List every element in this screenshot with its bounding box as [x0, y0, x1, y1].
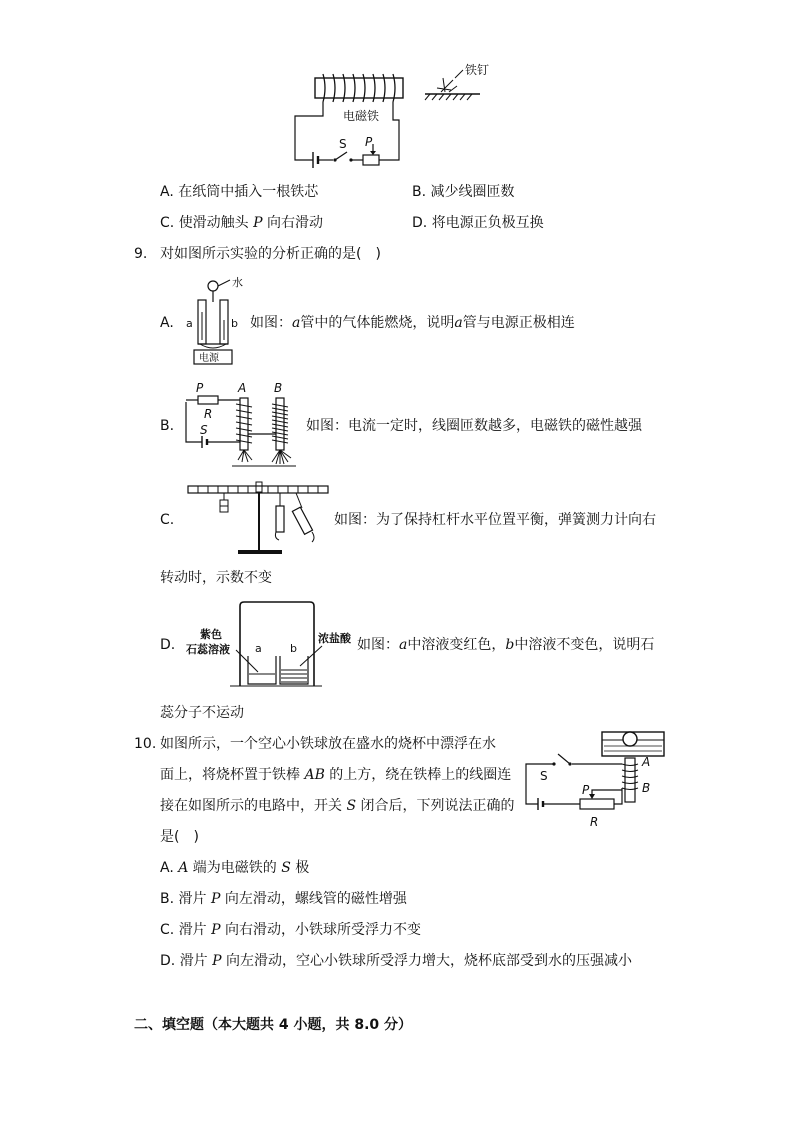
q9-option-a-letter[interactable]: A. [160, 315, 174, 331]
q9-a-v1: a [292, 315, 301, 331]
q10-option-c-var: P [211, 922, 221, 938]
q10-stem-line2 [160, 765, 511, 785]
q9-a-t1: 如图： [250, 315, 292, 331]
q10-stem-line4: 是( ) [160, 829, 199, 845]
q10-stem-line1: 如图所示，一个空心小铁球放在盛水的烧杯中漂浮在水 [160, 736, 496, 752]
q10-option-b-var: P [210, 891, 221, 907]
q9-d-t3: 中溶液不变色，说明石 [514, 637, 655, 653]
q9-d-fig-acid: 浓盐酸 [318, 632, 351, 645]
q9-a-fig-a-label: a [186, 317, 193, 330]
q9-d-fig-litmus: 石蕊溶液 [186, 643, 230, 656]
q10-option-d-var: P [212, 953, 222, 969]
q9-d-fig-a: a [255, 642, 262, 655]
q10-option-d-letter: D. [160, 953, 176, 969]
q10-option-a-var2: S [281, 860, 291, 876]
q10-stem-line3-b: 闭合后，下列说法正确的 [356, 798, 515, 814]
q8-option-b-text: 减少线圈匝数 [430, 184, 515, 200]
q10-stem-line3-var: S [346, 798, 357, 814]
q10-option-a-letter: A. [160, 860, 174, 876]
q8-fig-switch-label: S [339, 137, 347, 151]
q10-option-b-pre: 滑片 [178, 891, 211, 907]
q9-a-v2: a [454, 315, 463, 331]
q8-option-c-text-before: 使滑动触头 [178, 215, 254, 231]
q9-b-fig-R: R [204, 407, 213, 421]
q10-option-a-end: 极 [290, 860, 310, 876]
q9-d-diffusion-figure [182, 598, 358, 694]
q9-d-v2: b [505, 637, 515, 653]
section-fill-in-heading: 二、填空题（本大题共 4 小题，共 8.0 分） [134, 1017, 413, 1033]
q8-option-c-var: P [253, 215, 263, 231]
q10-option-d[interactable] [160, 951, 632, 971]
q8-option-c-letter: C. [160, 215, 175, 231]
q9-d-fig-purple: 紫色 [200, 628, 222, 641]
q9-number: 9. [134, 246, 148, 262]
q10-option-d-post: 向左滑动，空心小铁球所受浮力增大，烧杯底部受到水的压强减小 [221, 953, 633, 969]
q10-number: 10. [134, 736, 157, 752]
q8-option-a-text: 在纸筒中插入一根铁芯 [178, 184, 319, 200]
q10-option-a-mid: 端为电磁铁的 [188, 860, 282, 876]
q9-d-t2: 中溶液变红色， [407, 637, 506, 653]
q9-a-fig-power-label: 电源 [199, 353, 219, 364]
q9-a-t2: 管中的气体能燃烧，说明 [300, 315, 455, 331]
q8-option-c-text-after: 向右滑动 [262, 215, 324, 231]
q9-a-fig-water-label: 水 [232, 276, 243, 289]
q9-option-c-letter[interactable]: C. [160, 512, 175, 528]
q8-figure [285, 58, 545, 178]
q9-b-electromagnet-figure [180, 378, 300, 474]
q8-option-d-text: 将电源正负极互换 [431, 215, 544, 231]
q10-option-c-pre: 滑片 [178, 922, 212, 938]
q10-option-a-var1: A [178, 860, 189, 876]
q9-a-fig-b-label: b [231, 317, 238, 330]
q8-option-c[interactable] [160, 213, 323, 233]
q10-option-c[interactable] [160, 920, 421, 940]
q10-option-c-letter: C. [160, 922, 175, 938]
q9-b-fig-P: P [196, 381, 204, 395]
q8-fig-magnet-label: 电磁铁 [343, 109, 380, 123]
q8-option-d-letter: D. [412, 215, 428, 231]
q8-option-b[interactable] [412, 182, 515, 202]
q9-a-t3: 管与电源正极相连 [462, 315, 575, 331]
q8-option-b-letter: B. [412, 184, 427, 200]
q10-circuit-figure [522, 726, 672, 836]
q8-option-a[interactable] [160, 182, 318, 202]
q10-option-c-post: 向右滑动，小铁球所受浮力不变 [220, 922, 422, 938]
q9-option-d-text-line1[interactable] [357, 635, 654, 655]
q9-option-b-text[interactable]: 如图：电流一定时，线圈匝数越多，电磁铁的磁性越强 [306, 418, 642, 434]
q9-d-v1: a [399, 637, 408, 653]
q10-fig-A: A [642, 755, 651, 769]
q9-b-fig-B: B [274, 381, 283, 395]
q8-fig-nail-label: 铁钉 [465, 63, 490, 77]
q10-fig-S: S [540, 769, 548, 783]
q10-option-b-post: 向左滑动，螺线管的磁性增强 [220, 891, 407, 907]
q9-a-electrolysis-figure [180, 272, 250, 368]
q9-option-d-text-line2[interactable]: 蕊分子不运动 [160, 705, 244, 721]
q8-option-a-letter: A. [160, 184, 174, 200]
q9-d-fig-b: b [290, 642, 297, 655]
q10-fig-P: P [582, 783, 590, 797]
q9-c-lever-figure [184, 480, 334, 560]
q10-fig-R: R [590, 815, 599, 829]
q9-option-a-text[interactable] [250, 313, 575, 333]
q9-stem: 对如图所示实验的分析正确的是( ) [160, 246, 381, 262]
q9-option-d-letter[interactable]: D. [160, 637, 176, 653]
q10-option-a[interactable] [160, 858, 309, 878]
q10-fig-B: B [642, 781, 651, 795]
q9-b-fig-A: A [238, 381, 247, 395]
q9-option-c-text-line1[interactable]: 如图：为了保持杠杆水平位置平衡，弹簧测力计向右 [334, 512, 656, 528]
q9-option-b-letter[interactable]: B. [160, 418, 175, 434]
q10-stem-line2-var: AB [304, 767, 325, 783]
q10-stem-line3-a: 接在如图所示的电路中，开关 [160, 798, 347, 814]
q8-option-d[interactable] [412, 213, 544, 233]
q10-stem-line3 [160, 796, 515, 816]
q9-d-t1: 如图： [357, 637, 399, 653]
q8-fig-slider-label: P [365, 135, 373, 149]
q9-option-c-text-line2[interactable]: 转动时，示数不变 [160, 570, 272, 586]
q10-option-b[interactable] [160, 889, 407, 909]
q10-option-d-pre: 滑片 [179, 953, 213, 969]
q10-stem-line2-b: 的上方，绕在铁棒上的线圈连 [324, 767, 512, 783]
q10-option-b-letter: B. [160, 891, 175, 907]
q10-stem-line2-a: 面上，将烧杯置于铁棒 [160, 767, 305, 783]
q9-b-fig-S: S [200, 423, 208, 437]
